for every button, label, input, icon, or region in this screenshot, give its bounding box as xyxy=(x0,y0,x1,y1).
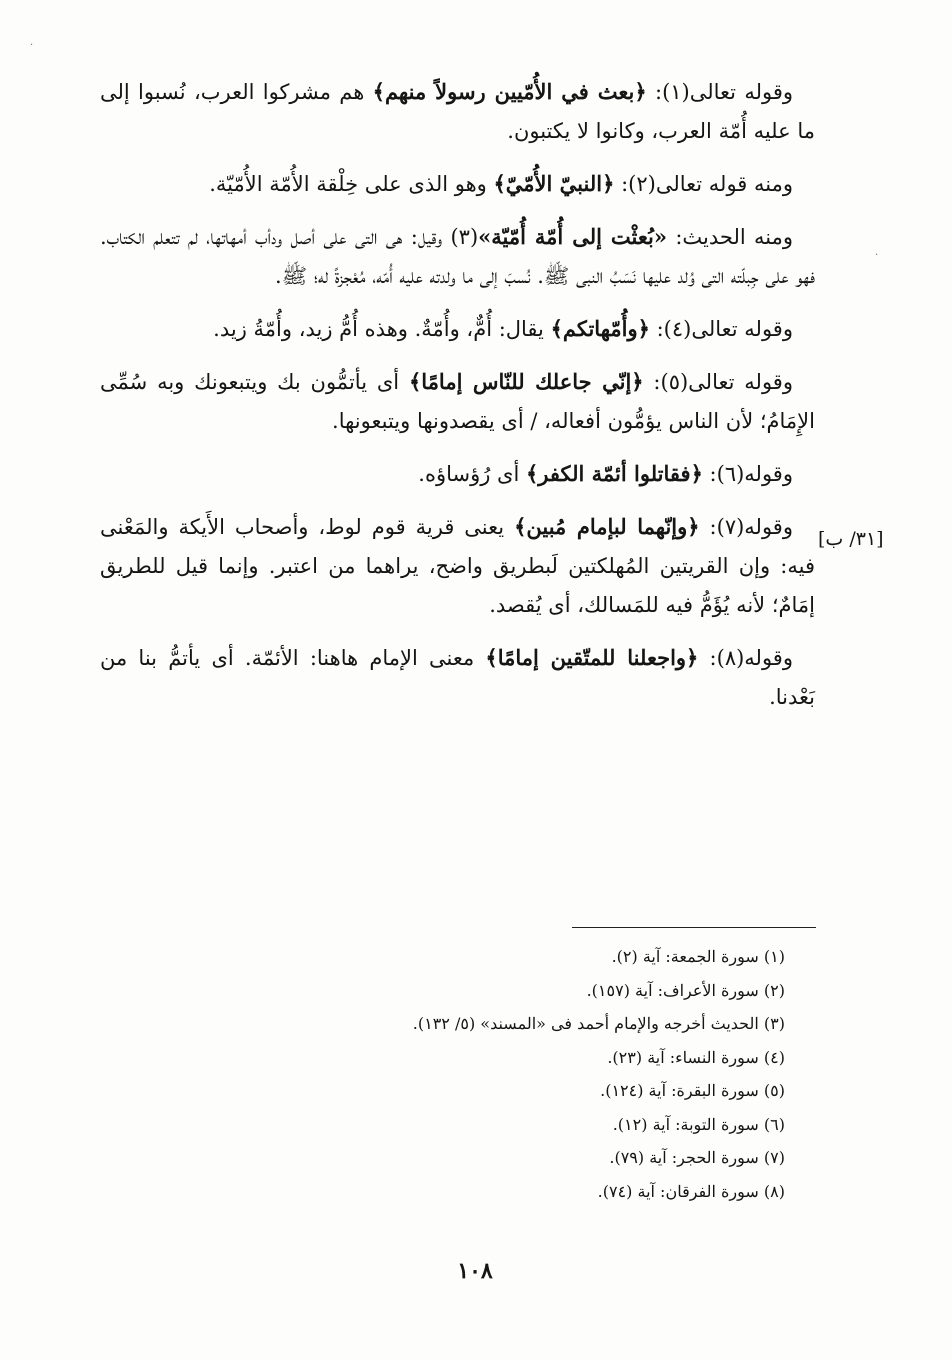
paragraph-2 xyxy=(100,164,815,204)
page-number: ١٠٨ xyxy=(457,1258,493,1284)
paragraph-7 xyxy=(100,507,815,625)
footnote-6: (٦) سورة التوبة: آية (١٢). xyxy=(612,1114,785,1134)
footnotes xyxy=(150,940,785,1208)
quran-quote: ﴿النبيّ الأُمّيّ﴾ xyxy=(493,171,615,196)
text-run: يعنى قرية قوم لوط، وأصحاب الأَيكة والمَعْنى فيه: وإن القريتين المُهلكتين لَبطريق واضح، يراهما من اعتبر. وإنما قيل للطريق إمَامٌ؛ لأنه يُؤَمُّ فيه للمَسالك، أى يُقصد. xyxy=(100,515,815,617)
manuscript-folio-marker: [٣١/ ب] xyxy=(818,528,884,550)
text-run: وهو الذى على خِلْقة الأُمّة الأُمّيّة. xyxy=(209,172,494,196)
footnote-7: (٧) سورة الحجر: آية (٧٩). xyxy=(609,1148,785,1167)
scan-speck: · xyxy=(30,40,34,51)
quran-quote: ﴿فقاتلوا أئمّة الكفر﴾ xyxy=(525,461,703,486)
text-run: (٣) وقيل: هى التى على أصل ودأب أمهاتها، لم تتعلم الكتاب. فهو على جِبلّته التى وُلد عليها نَسَبُ النبى ﷺ. نُسبَ إلى ما ولدته عليه أُمّه، مُعْجزةً له؛ ﷺ. xyxy=(100,225,815,288)
hadith-quote: «بُعثْت إلى أُمّة أُمّيّة» xyxy=(478,224,667,249)
footnote-8: (٨) سورة الفرقان: آية (٧٤). xyxy=(597,1181,785,1201)
paragraph-4 xyxy=(100,309,815,349)
quran-quote: ﴿بعث في الأُمّيين رسولاً منهم﴾ xyxy=(372,79,647,104)
footnote-1: (١) سورة الجمعة: آية (٢). xyxy=(611,947,785,966)
text-run: ومنه الحديث: xyxy=(667,225,794,249)
text-run: أى رُؤساؤه. xyxy=(418,462,526,486)
text-run: وقوله تعالى(٥): xyxy=(643,370,793,394)
quran-quote: ﴿وإنّهما لبإمام مُبين﴾ xyxy=(514,514,700,539)
footnote-3: (٣) الحديث أخرجه والإمام أحمد فى «المسند» (٥/ ١٣٢). xyxy=(412,1014,785,1033)
text-run: وقوله تعالى(٤): xyxy=(649,317,793,341)
text-run: هم مشركوا العرب، نُسبوا إلى ما عليه أُمّة العرب، وكانوا لا يكتبون. xyxy=(100,80,815,143)
main-text xyxy=(100,72,815,730)
text-run: وقوله(٧): xyxy=(699,515,793,539)
text-run: أى يأتمُّون بك ويتبعونك وبه سُمِّى الإِمَامُ؛ لأن الناس يؤمُّون أفعاله، / أى يقصدونها ويتبعونها. xyxy=(100,370,815,433)
text-run: يقال: أُمٌّ، وأُمّةٌ. وهذه أُمُّ زيد، وأُمّةُ زيد. xyxy=(213,317,551,341)
text-run: ومنه قوله تعالى(٢): xyxy=(614,172,793,196)
paragraph-5 xyxy=(100,362,815,441)
footnote-2: (٢) سورة الأعراف: آية (١٥٧). xyxy=(586,980,785,1000)
footnote-5: (٥) سورة البقرة: آية (١٢٤). xyxy=(600,1081,785,1100)
text-run: وقوله تعالى(١): xyxy=(646,80,794,104)
footnote-divider xyxy=(572,927,816,928)
text-run: معنى الإمام هاهنا: الأئمّة. أى يأتمُّ بنا من بَعْدنا. xyxy=(100,646,815,709)
quran-quote: ﴿إنّي جاعلك للنّاس إمامًا﴾ xyxy=(408,369,644,394)
footnote-4: (٤) سورة النساء: آية (٢٣). xyxy=(607,1047,785,1067)
text-run: وقوله(٨): xyxy=(698,646,793,670)
text-run: وقوله(٦): xyxy=(702,462,793,486)
paragraph-8 xyxy=(100,638,815,717)
paragraph-3 xyxy=(100,217,815,296)
paragraph-1 xyxy=(100,72,815,151)
quran-quote: ﴿واجعلنا للمتّقين إمامًا﴾ xyxy=(485,645,699,670)
scan-speck: · xyxy=(875,250,879,261)
paragraph-6 xyxy=(100,454,815,494)
quran-quote: ﴿وأُمّهاتكم﴾ xyxy=(550,316,650,341)
